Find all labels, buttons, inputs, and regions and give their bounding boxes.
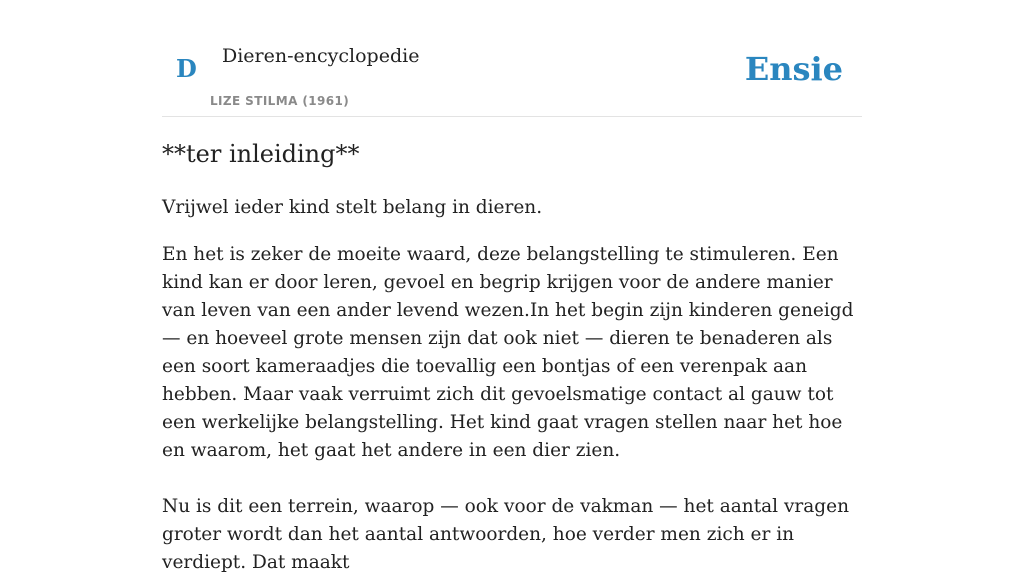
article-paragraph: Vrijwel ieder kind stelt belang in dieren. <box>162 197 543 218</box>
article-paragraph: En het is zeker de moeite waard, deze belangstelling te stimuleren. Een kind kan er door leren, gevoel en begrip krijgen voor de andere manier van leven van een ander levend wezen.In het begin zijn kinderen geneigd — en hoeveel grote mensen zijn dat ook niet — dieren te benaderen als een soort kameraadjes die toevallig een bontjas of een verenpak aan hebben. Maar vaak verruimt zich dit gevoelsmatige contact al gauw tot een werkelijke belangstelling. Het kind gaat vragen stellen naar het hoe en waarom, het gaat het andere in een dier zien. <box>162 244 854 461</box>
article-content <box>162 138 862 577</box>
section-heading: **ter inleiding** <box>162 140 360 168</box>
book-title[interactable]: Dieren-encyclopedie <box>222 45 420 67</box>
ensie-logo[interactable]: Ensie <box>744 50 843 88</box>
article-paragraph: Nu is dit een terrein, waarop — ook voor de vakman — het aantal vragen groter wordt dan het aantal antwoorden, hoe verder men zich er in verdiept. Dat maakt <box>162 496 850 573</box>
book-author: LIZE STILMA (1961) <box>210 94 350 108</box>
book-header <box>162 0 862 117</box>
book-initial-logo[interactable]: D <box>176 54 197 83</box>
